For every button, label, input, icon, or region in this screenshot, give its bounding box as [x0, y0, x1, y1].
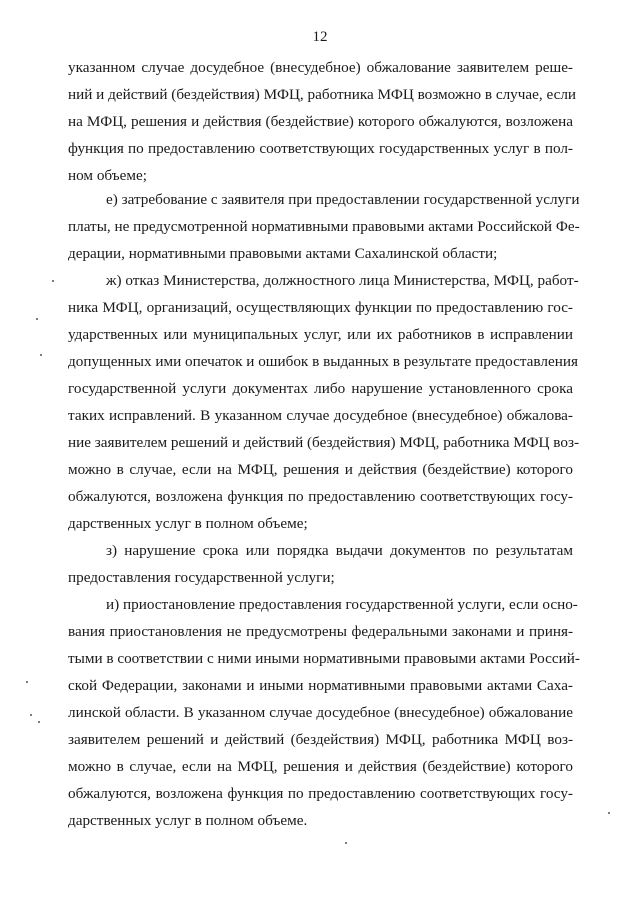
text-line: ударственных или муниципальных услуг, или их работников в исправлении: [68, 326, 573, 343]
text-line: линской области. В указанном случае досудебное (внесудебное) обжалование: [68, 704, 573, 721]
text-line: указанном случае досудебное (внесудебное) обжалование заявителем реше-: [68, 59, 573, 76]
text-line: платы, не предусмотренной нормативными правовыми актами Российской Фе-: [68, 218, 580, 235]
text-line: функция по предоставлению соответствующих государственных услуг в пол-: [68, 140, 573, 157]
text-line: допущенных ими опечаток и ошибок в выданных в результате предоставления: [68, 353, 578, 370]
text-line: дарственных услуг в полном объеме;: [68, 515, 308, 532]
text-line: дерации, нормативными правовыми актами Сахалинской области;: [68, 245, 498, 262]
text-line: ние заявителем решений и действий (бездействия) МФЦ, работника МФЦ воз-: [68, 434, 580, 451]
text-line: ника МФЦ, организаций, осуществляющих функции по предоставлению гос-: [68, 299, 573, 316]
text-line: можно в случае, если на МФЦ, решения и действия (бездействие) которого: [68, 758, 573, 775]
text-line: з) нарушение срока или порядка выдачи документов по результатам: [106, 542, 573, 559]
text-line: ж) отказ Министерства, должностного лица Министерства, МФЦ, работ-: [106, 272, 579, 289]
text-line: и) приостановление предоставления государственной услуги, если осно-: [106, 596, 578, 613]
text-line: можно в случае, если на МФЦ, решения и действия (бездействие) которого: [68, 461, 573, 478]
page-number: 12: [312, 29, 328, 45]
text-line: ний и действий (бездействия) МФЦ, работника МФЦ возможно в случае, если: [68, 86, 577, 103]
scan-speck: [36, 318, 38, 320]
text-line: ской Федерации, законами и иными нормативными правовыми актами Саха-: [68, 677, 573, 694]
text-line: на МФЦ, решения и действия (бездействие) которого обжалуются, возложена: [68, 113, 573, 130]
text-line: заявителем решений и действий (бездействия) МФЦ, работника МФЦ воз-: [68, 731, 573, 748]
text-line: обжалуются, возложена функция по предоставлению соответствующих госу-: [68, 785, 573, 802]
text-line: предоставления государственной услуги;: [68, 569, 335, 586]
text-line: государственной услуги документах либо нарушение установленного срока: [68, 380, 573, 397]
text-line: ном объеме;: [68, 167, 147, 184]
text-line: дарственных услуг в полном объеме.: [68, 812, 308, 829]
text-line: вания приостановления не предусмотрены федеральными законами и приня-: [68, 623, 573, 640]
text-line: е) затребование с заявителя при предоставлении государственной услуги: [106, 191, 580, 208]
scan-speck: [38, 721, 40, 723]
scan-speck: [52, 280, 54, 282]
scan-speck: [608, 812, 610, 814]
text-line: таких исправлений. В указанном случае досудебное (внесудебное) обжалова-: [68, 407, 573, 424]
scan-speck: [40, 354, 42, 356]
scan-speck: [345, 842, 347, 844]
text-line: обжалуются, возложена функция по предоставлению соответствующих госу-: [68, 488, 573, 505]
scan-speck: [30, 714, 32, 716]
text-line: тыми в соответствии с ними иными нормативными правовыми актами Россий-: [68, 650, 580, 667]
scan-speck: [26, 681, 28, 683]
